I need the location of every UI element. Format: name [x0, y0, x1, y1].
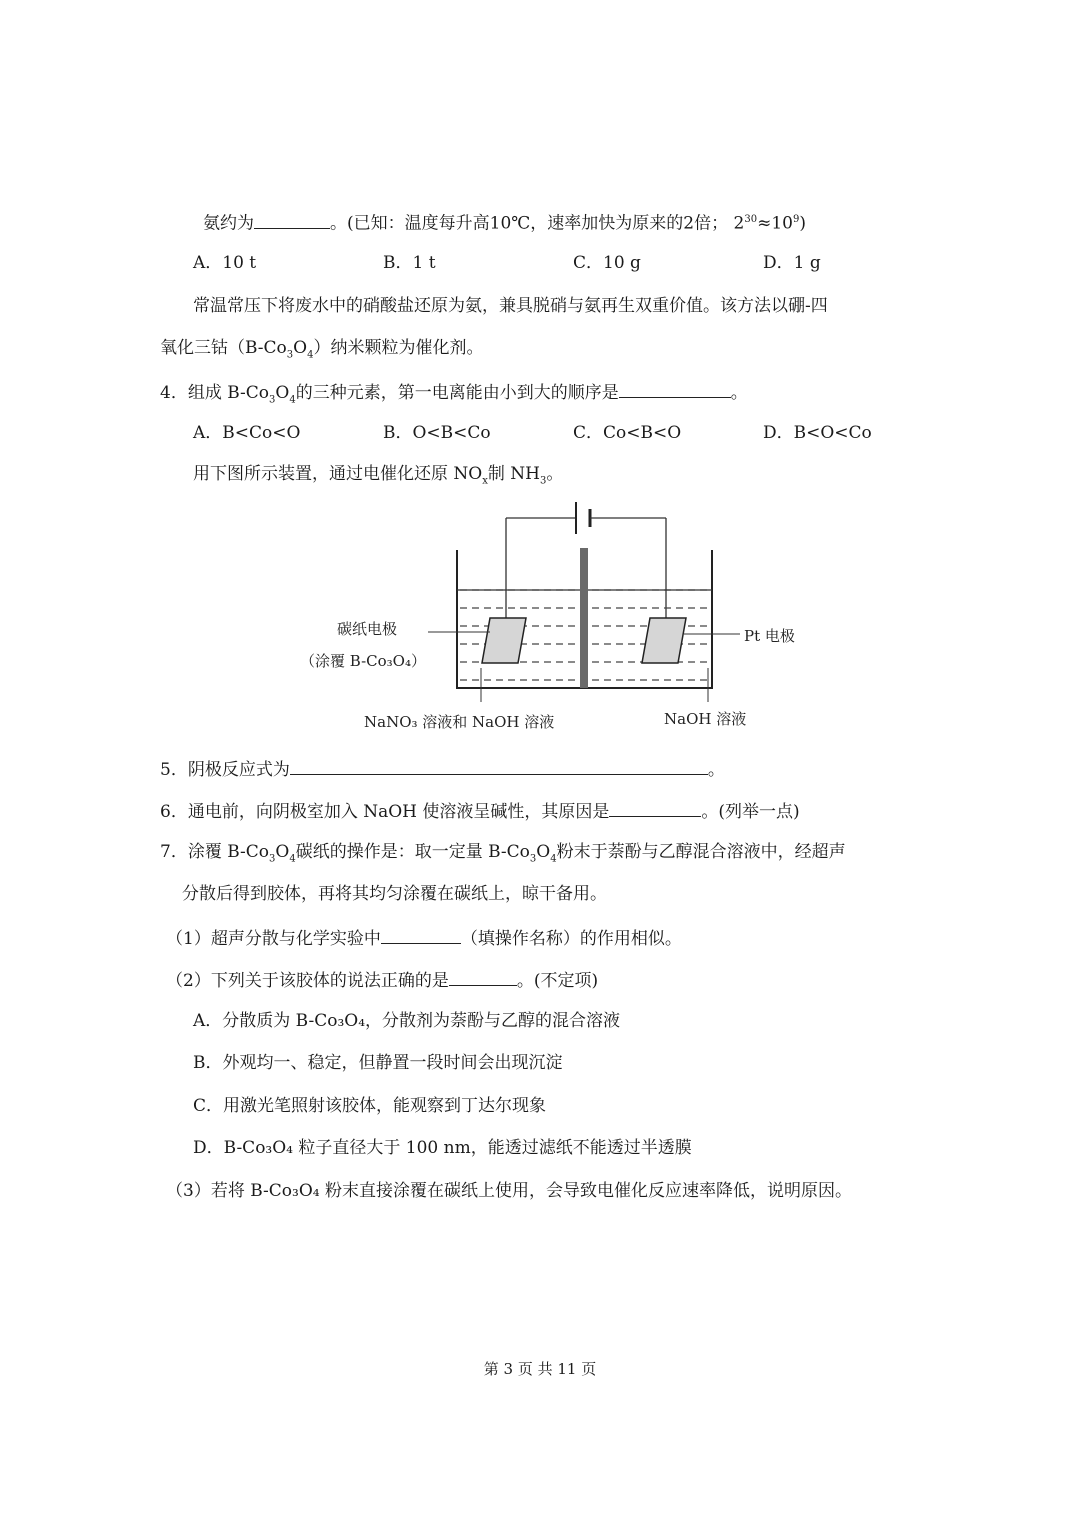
q3-option-d: D．1 g — [763, 253, 821, 273]
question-4: 4．组成 $B-Co_3O_4$的三种元素，第一电离能由小到大的顺序是 。 — [160, 379, 748, 412]
q3-option-c: C．10 g — [573, 253, 641, 273]
question-7-1: （1）超声分散与化学实验中 （填操作名称）的作用相似。 — [166, 925, 682, 951]
question-7-line-1: 7．涂覆 $B-Co_3O_4$碳纸的操作是：取一定量 $B-Co_3O_4$粉末于萘酚与乙醇混合溶液中，经超声 — [160, 842, 846, 865]
pt-electrode-label: Pt 电极 — [744, 627, 795, 645]
q4-option-b: B．O<B<Co — [383, 423, 491, 443]
question-7-2: （2）下列关于该胶体的说法正确的是 。(不定项) — [166, 967, 598, 993]
q4-option-d: D．B<O<Co — [763, 423, 872, 443]
q7-2-answer-blank[interactable] — [449, 967, 517, 986]
question-6: 6．通电前，向阴极室加入 NaOH 使溶液呈碱性，其原因是 。(列举一点) — [160, 798, 800, 824]
q5-answer-blank[interactable] — [290, 756, 708, 775]
ion-exchange-membrane — [580, 548, 588, 688]
question-5: 5．阴极反应式为 。 — [160, 756, 725, 782]
carbon-electrode-coating-label: （涂覆 B-Co₃O₄） — [300, 652, 426, 670]
q4-option-a: A．B<Co<O — [193, 423, 301, 443]
q4-option-c: C．Co<B<O — [573, 423, 682, 443]
carbon-paper-electrode — [482, 618, 526, 663]
q3-option-a: A．10 t — [193, 253, 257, 273]
q4-answer-blank[interactable] — [619, 379, 731, 398]
question-7-line-2: 分散后得到胶体，再将其均匀涂覆在碳纸上，晾干备用。 — [182, 884, 607, 904]
q7-1-answer-blank[interactable] — [381, 925, 461, 944]
q3-prefix: 氨约为 — [203, 213, 254, 234]
q7-2-option-c: C．用激光笔照射该胶体，能观察到丁达尔现象 — [193, 1096, 547, 1116]
pt-electrode — [642, 618, 686, 663]
electrolysis-diagram — [300, 490, 820, 740]
page-footer: 第 3 页 共 11 页 — [483, 1360, 597, 1378]
q3-note: 。(已知：温度每升高10℃，速率加快为原来的2倍； — [330, 213, 729, 234]
q6-answer-blank[interactable] — [609, 798, 701, 817]
question-7-3: （3）若将 B-Co₃O₄ 粉末直接涂覆在碳纸上使用，会导致电催化反应速率降低，说明原因。 — [166, 1181, 852, 1201]
q7-2-option-b: B．外观均一、稳定，但静置一段时间会出现沉淀 — [193, 1053, 563, 1073]
q3-option-b: B．1 t — [383, 253, 436, 273]
q7-2-option-a: A．分散质为 B-Co₃O₄，分散剂为萘酚与乙醇的混合溶液 — [193, 1011, 621, 1031]
intro-line-2: 氧化三钴$(B-Co_3O_4)$纳米颗粒为催化剂。 — [160, 338, 484, 361]
device-intro: 用下图所示装置，通过电催化还原 $NO_x$制 $NH_3$。 — [193, 464, 564, 487]
q3-answer-blank[interactable] — [254, 210, 330, 229]
q3-tail: 氨约为 。(已知：温度每升高10℃，速率加快为原来的2倍； $2^{30}\approx 10^9$) — [203, 208, 806, 236]
anode-solution-label: NaOH 溶液 — [664, 710, 747, 728]
carbon-electrode-label: 碳纸电极 — [337, 620, 398, 638]
cathode-solution-label: NaNO₃ 溶液和 NaOH 溶液 — [364, 713, 555, 731]
intro-line-1: 常温常压下将废水中的硝酸盐还原为氨，兼具脱硝与氨再生双重价值。该方法以硼-四 — [193, 296, 828, 316]
q7-2-option-d: D．B-Co₃O₄ 粒子直径大于 100 nm，能透过滤纸不能透过半透膜 — [193, 1138, 692, 1158]
